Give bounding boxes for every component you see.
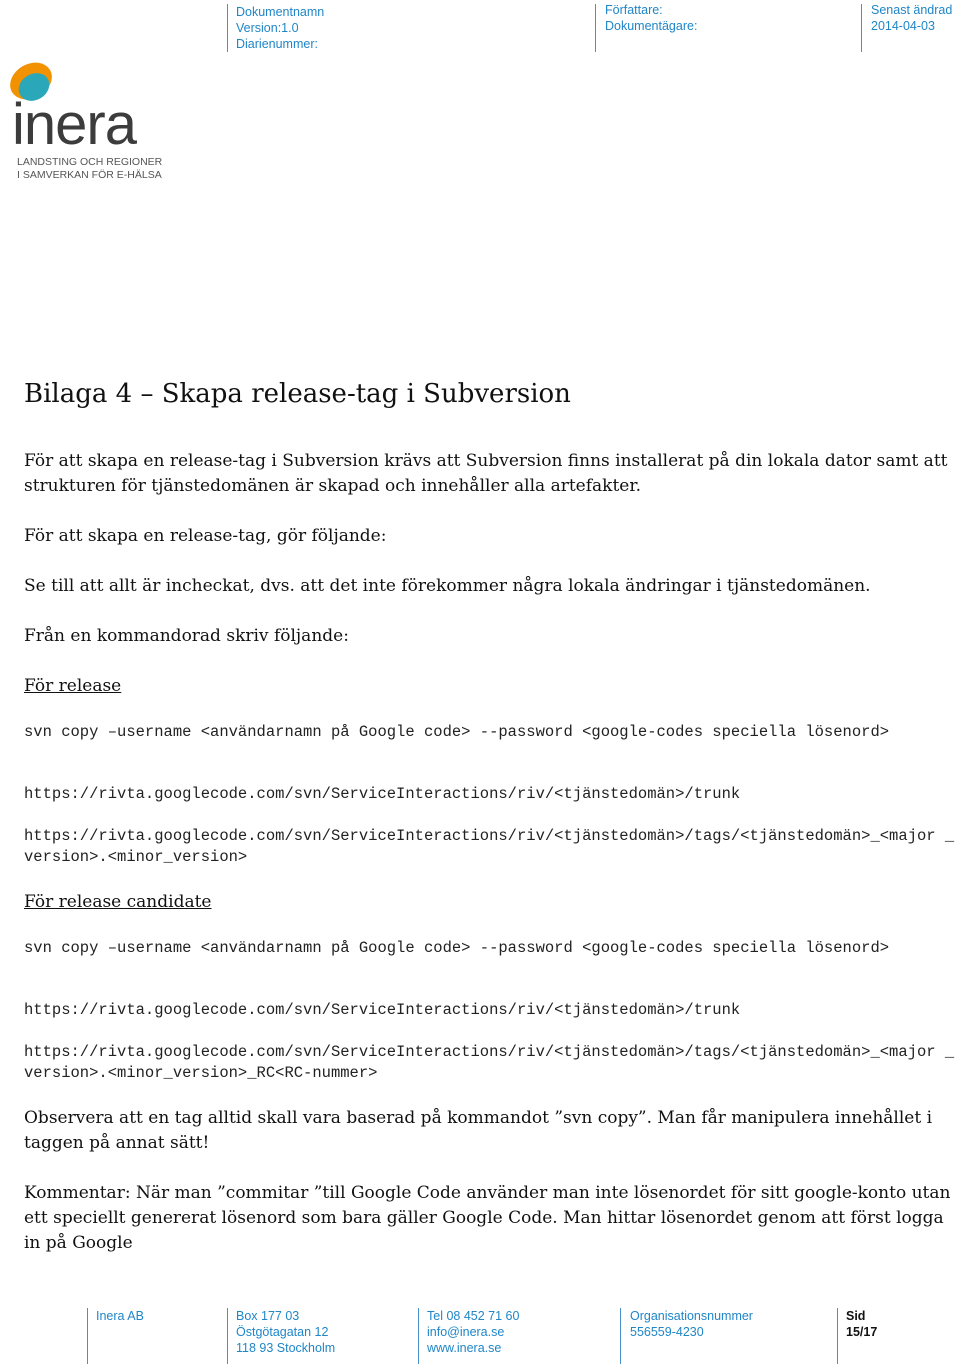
footer-page: [846, 1308, 877, 1340]
footer-divider: [227, 1308, 228, 1364]
footer-website: www.inera.se: [427, 1341, 502, 1355]
header-doc-info: [236, 4, 324, 52]
header-diary-number: Diarienummer:: [236, 37, 318, 51]
release-command: svn copy –username <användarnamn på Google code> --password <google-codes speciella lösenord>: [24, 723, 890, 741]
footer-divider: [418, 1308, 419, 1364]
header-divider: [861, 4, 862, 52]
release-heading: För release: [24, 676, 122, 696]
header-version: Version:1.0: [236, 21, 299, 35]
header-date-info: [871, 2, 952, 34]
intro-paragraph: För att skapa en release-tag i Subversion krävs att Subversion finns installerat på din lokala dator samt att strukturen för tjänstedomänen är skapad och innehåller alla artefakter.: [24, 451, 948, 496]
footer-divider: [620, 1308, 621, 1364]
footer-address: [236, 1308, 335, 1356]
footer-contact: [427, 1308, 519, 1356]
release-target-url: https://rivta.googlecode.com/svn/ServiceInteractions/riv/<tjänstedomän>/tags/<tjänstedomän>_<major _version>.<minor_version>: [24, 827, 955, 866]
step-command-line: Från en kommandorad skriv följande:: [24, 626, 349, 646]
footer-street: Östgötagatan 12: [236, 1325, 329, 1339]
logo-subtitle: [17, 156, 162, 181]
footer-org-label: Organisationsnummer: [630, 1309, 753, 1323]
header-last-changed-date: 2014-04-03: [871, 19, 935, 33]
step-intro: För att skapa en release-tag, gör följande:: [24, 526, 387, 546]
candidate-source-url: https://rivta.googlecode.com/svn/ServiceInteractions/riv/<tjänstedomän>/trunk: [24, 1001, 741, 1019]
footer-page-number: 15/17: [846, 1325, 878, 1339]
header-owner: Dokumentägare:: [605, 19, 698, 33]
page-title: Bilaga 4 – Skapa release-tag i Subversion: [24, 379, 571, 409]
header-doc-name: Dokumentnamn: [236, 5, 325, 19]
footer-city: 118 93 Stockholm: [236, 1341, 336, 1355]
candidate-target-url: https://rivta.googlecode.com/svn/ServiceInteractions/riv/<tjänstedomän>/tags/<tjänstedomän>_<major _version>.<minor_version>_RC<RC-nummer>: [24, 1043, 955, 1082]
footer-org: [630, 1308, 753, 1340]
logo-wordmark: inera: [12, 92, 136, 157]
candidate-heading: För release candidate: [24, 892, 212, 912]
footer-divider: [837, 1308, 838, 1364]
step-checkin: Se till att allt är incheckat, dvs. att det inte förekommer några lokala ändringar i tjänstedomänen.: [24, 576, 871, 596]
footer-box: Box 177 03: [236, 1309, 300, 1323]
comment-paragraph: Kommentar: När man ”commitar ”till Google Code använder man inte lösenordet för sitt google-konto utan ett speciellt genererat lösenord som bara gäller Google Code. Man hittar lösenordet genom att först logga in på Google: [24, 1183, 951, 1253]
footer-company: [96, 1308, 144, 1324]
note-paragraph: Observera att en tag alltid skall vara baserad på kommandot ”svn copy”. Man får manipulera innehållet i taggen på annat sätt!: [24, 1108, 933, 1153]
footer-org-number: 556559-4230: [630, 1325, 704, 1339]
header-divider: [227, 4, 228, 52]
header-author: Författare:: [605, 3, 663, 17]
logo-subtitle-line2: I SAMVERKAN FÖR E-HÄLSA: [17, 168, 162, 181]
header-author-info: [605, 2, 697, 34]
footer-phone: Tel 08 452 71 60: [427, 1309, 520, 1323]
candidate-command: svn copy –username <användarnamn på Google code> --password <google-codes speciella lösenord>: [24, 939, 890, 957]
header-last-changed-label: Senast ändrad: [871, 3, 953, 17]
logo-subtitle-line1: LANDSTING OCH REGIONER: [17, 156, 163, 168]
release-source-url: https://rivta.googlecode.com/svn/ServiceInteractions/riv/<tjänstedomän>/trunk: [24, 785, 741, 803]
footer-email: info@inera.se: [427, 1325, 505, 1339]
header-divider: [595, 4, 596, 52]
footer-divider: [87, 1308, 88, 1364]
footer-company-name: Inera AB: [96, 1309, 144, 1323]
footer-page-label: Sid: [846, 1309, 866, 1323]
